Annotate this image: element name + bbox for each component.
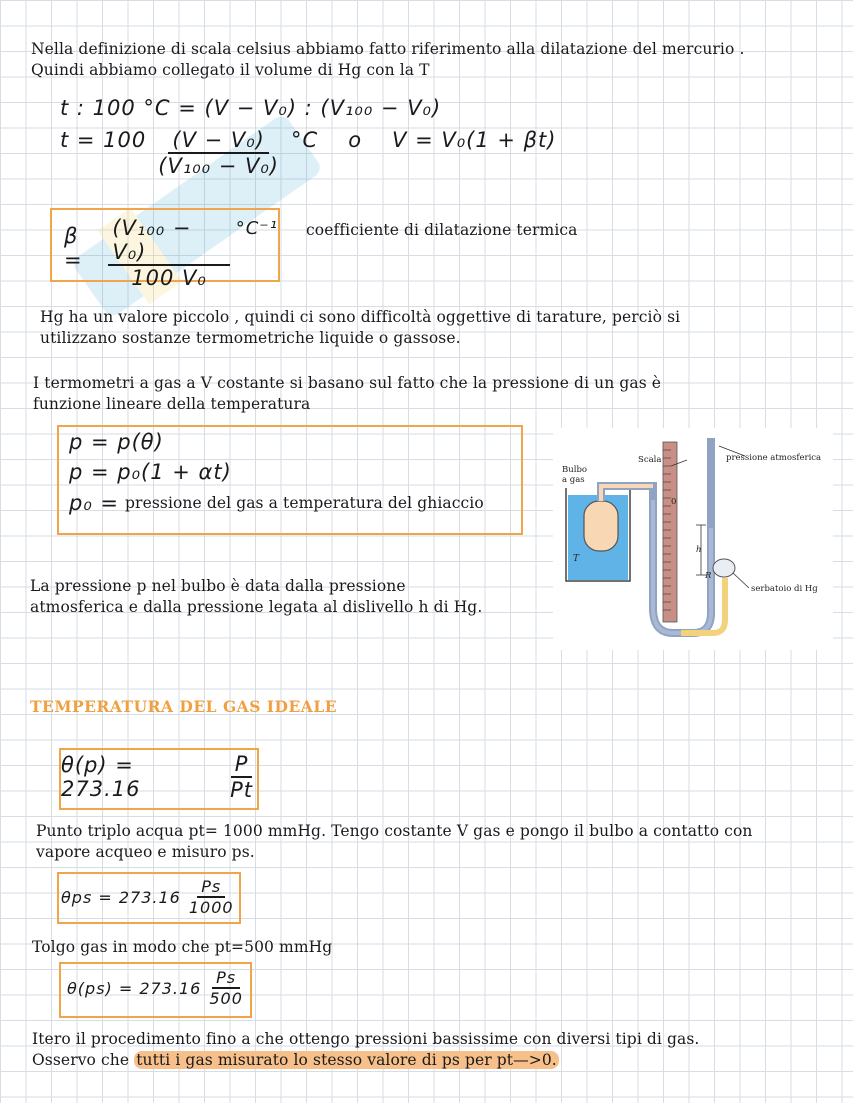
theta-ps-1000-formula xyxy=(61,877,238,917)
theta-lhs: θ(p) = 273.16 xyxy=(61,753,141,801)
label-T: T xyxy=(573,554,580,564)
theta-formula-box xyxy=(59,748,259,810)
beta-caption: coefficiente di dilatazione termica xyxy=(306,221,578,239)
conclusion-line2 xyxy=(32,1050,559,1071)
intro-text-line2: Quindi abbiamo collegato il volume di Hg con la T xyxy=(31,61,430,79)
theta-ps-1000-lhs: θps = 273.16 xyxy=(61,887,181,907)
beta-num: (V₁₀₀ − V₀) xyxy=(108,216,229,266)
theta-ps-1000-den: 1000 xyxy=(188,898,234,917)
theta-ps-500-formula xyxy=(67,968,247,1008)
theta-ps-500-fraction xyxy=(205,968,247,1008)
section-heading: TEMPERATURA DEL GAS IDEALE xyxy=(30,697,338,716)
beta-den: 100 V₀ xyxy=(131,266,207,290)
scale-ticks xyxy=(663,450,671,610)
bulb-text-line2: atmosferica e dalla pressione legata al dislivello h di Hg. xyxy=(30,598,483,616)
intro-text-line1: Nella definizione di scala celsius abbiamo fatto riferimento alla dilatazione del mercurio . xyxy=(31,40,745,58)
theta-ps-1000-box xyxy=(57,872,241,924)
t-formula-unit: °C xyxy=(291,128,319,152)
label-h: h xyxy=(696,545,702,555)
theta-ps-1000-fraction xyxy=(185,877,238,917)
t-formula-or: o xyxy=(348,128,363,152)
triple-line1: Punto triplo acqua pt= 1000 mmHg. Tengo costante V gas e pongo il bulbo a contatto con xyxy=(36,822,753,840)
theta-den: Pt xyxy=(230,778,253,802)
conclusion-line1: Itero il procedimento fino a che ottengo pressioni bassissime con diversi tipi di gas. xyxy=(32,1030,700,1048)
theta-ps-500-num: Ps xyxy=(212,968,240,989)
theta-num: P xyxy=(231,752,253,778)
theta-ps-500-den: 500 xyxy=(209,989,243,1008)
conclusion-highlight: tutti i gas misurato lo stesso valore di ps per pt—>0. xyxy=(136,1051,557,1069)
bulb-text-line1: La pressione p nel bulbo è data dalla pressione xyxy=(30,577,406,595)
pressure-row1: p = p(θ) xyxy=(69,430,164,454)
theta-ps-500-box xyxy=(59,962,252,1018)
t-formula-num: (V − V₀) xyxy=(168,128,268,154)
mercury-reservoir xyxy=(713,559,735,577)
t-formula-alt: V = V₀(1 + βt) xyxy=(392,128,557,152)
theta-ps-1000-num: Ps xyxy=(197,877,225,898)
t-formula-fraction xyxy=(154,128,283,178)
scale-bar xyxy=(663,442,677,622)
label-R: R xyxy=(705,571,712,581)
theta-formula xyxy=(61,752,257,802)
theta-ps-500-lhs: θ(ps) = 273.16 xyxy=(67,978,202,998)
gas-thermo-line1: I termometri a gas a V costante si basano sul fatto che la pressione di un gas è xyxy=(33,374,662,392)
beta-lhs: β = xyxy=(64,224,83,272)
triple-line2: vapore acqueo e misuro ps. xyxy=(36,843,255,861)
gas-thermo-line2: funzione lineare della temperatura xyxy=(33,395,311,413)
label-atm: pressione atmosferica xyxy=(726,453,822,463)
remove-gas-text: Tolgo gas in modo che pt=500 mmHg xyxy=(32,938,333,956)
proportion-formula: t : 100 °C = (V − V₀) : (V₁₀₀ − V₀) xyxy=(60,96,442,120)
label-bulbo-1: Bulbo xyxy=(562,465,587,475)
t-formula xyxy=(60,128,556,178)
beta-unit: °C⁻¹ xyxy=(235,218,278,239)
label-scala: Scala xyxy=(638,455,662,465)
label-bulbo-2: a gas xyxy=(562,475,585,485)
gas-thermometer-diagram xyxy=(553,428,833,650)
label-zero: 0 xyxy=(671,497,677,507)
beta-formula-box xyxy=(50,208,280,290)
t-formula-den: (V₁₀₀ − V₀) xyxy=(158,154,280,178)
pressure-row3-text: pressione del gas a temperatura del ghiaccio xyxy=(125,493,484,512)
pressure-row2: p = p₀(1 + αt) xyxy=(69,460,232,484)
pressure-row3 xyxy=(69,491,484,515)
pressure-row3-symbol: p₀ = xyxy=(69,491,120,515)
hg-note-line2: utilizzano sostanze termometriche liquide o gassose. xyxy=(40,329,461,347)
beta-fraction xyxy=(108,216,229,290)
t-formula-lhs: t = 100 xyxy=(60,128,147,152)
theta-fraction xyxy=(226,752,257,802)
pressure-formula-box xyxy=(57,425,523,535)
hg-note-line1: Hg ha un valore piccolo , quindi ci sono difficoltà oggettive di tarature, perciò si xyxy=(40,308,681,326)
beta-formula xyxy=(64,216,278,290)
conclusion-prefix: Osservo che xyxy=(32,1051,135,1069)
gas-bulb xyxy=(584,501,618,551)
label-serbatoio: serbatoio di Hg xyxy=(751,584,818,594)
